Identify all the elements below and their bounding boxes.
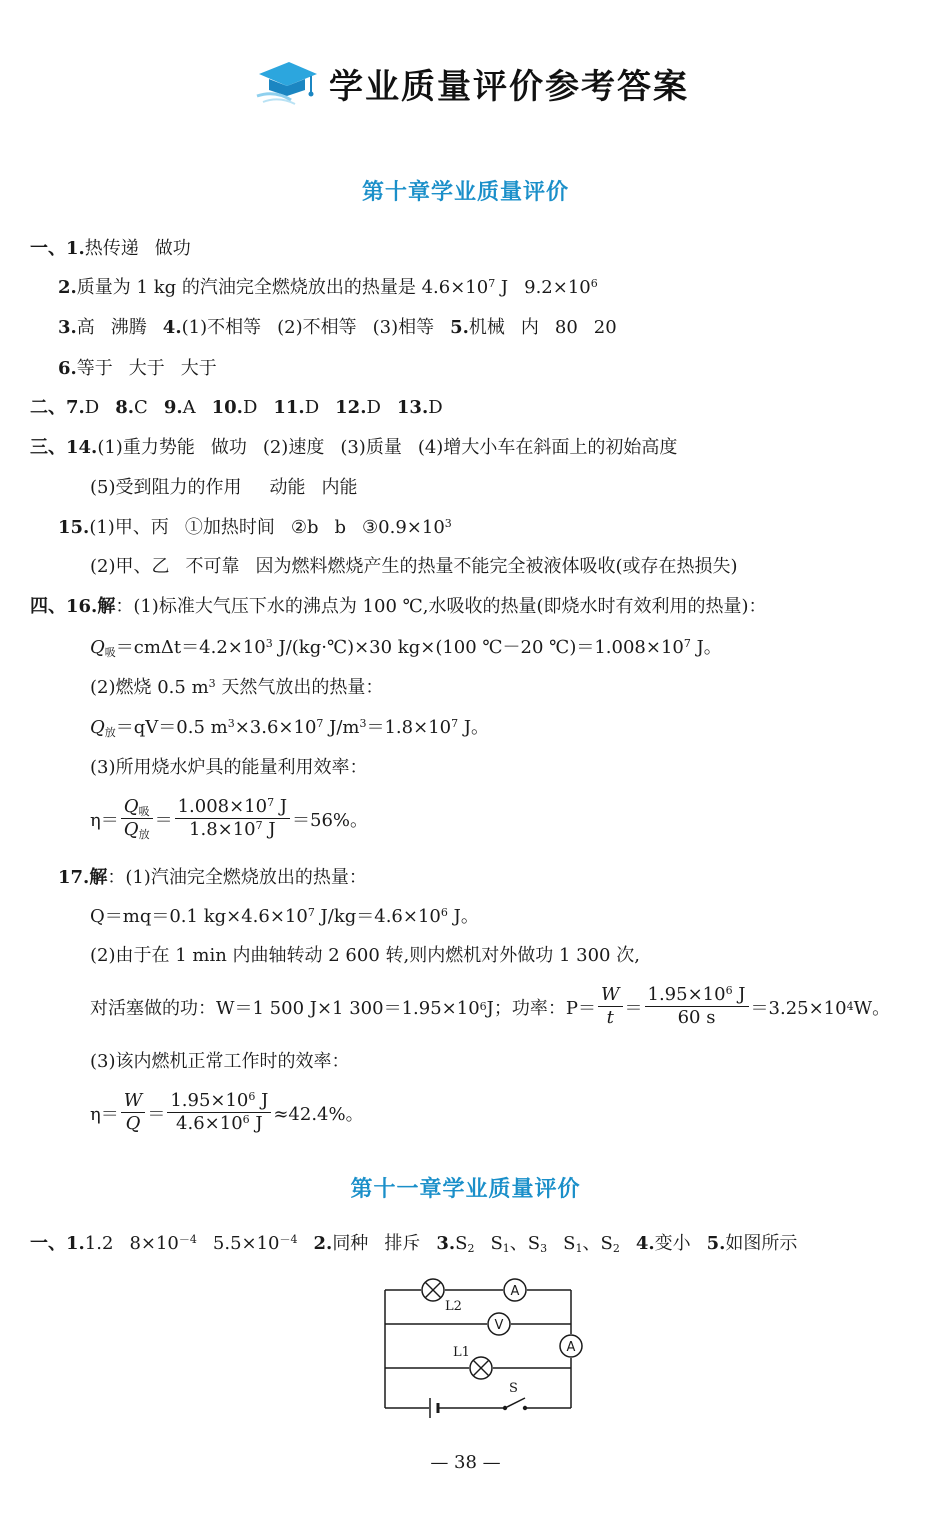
page-number: — 38 — bbox=[430, 1452, 501, 1473]
battery bbox=[430, 1398, 438, 1418]
answer-line: (3)该内燃机正常工作时的效率： bbox=[90, 1051, 350, 1072]
formula-line: $Q_放=qV=0.5$ $m^3\times 3.6\times 10^7$ $J/m^3=1.8\times 10^7$ J。 bbox=[90, 717, 490, 739]
switch-s bbox=[503, 1381, 527, 1410]
answer-line: 三、14.(1)重力势能 做功 (2)速度 (3)质量 (4)增大小车在斜面上的初始高度 bbox=[30, 437, 678, 458]
formula-line: $Q_吸=cm\Delta t=4.2\times 10^3$ J/(kg·℃)×30 kg×(100 ℃－20 $℃)=1.008\times 10^7$ J。 bbox=[90, 637, 722, 659]
section-title-chapter-11: 第十一章学业质量评价 bbox=[350, 1177, 581, 1202]
answer-line: 2.质量为 1 kg 的汽油完全燃烧放出的热量是 $4.6\times 10^7$ J $9.2\times 10^6$ bbox=[58, 277, 598, 298]
ammeter-top bbox=[504, 1279, 526, 1301]
voltmeter-label: V bbox=[494, 1318, 504, 1333]
voltmeter bbox=[488, 1313, 510, 1335]
fraction: $\frac{1.008\times 10^7 J}{1.8\times 10^7 J}$ bbox=[175, 796, 290, 841]
ammeter-right bbox=[560, 1335, 582, 1357]
formula-line: η＝ $\frac{Q_吸}{Q_放}$ ＝ $\frac{1.008\times 10^7 J}{1.8\times 10^7 J}$ ＝56%。 bbox=[90, 796, 369, 841]
formula-line: η＝ $\frac{W}{Q}$ ＝ $\frac{1.95\times 10^6 J}{4.6\times 10^6 J}$ ≈42.4%。 bbox=[90, 1090, 364, 1134]
answer-line: 一、1.1.2 $8\times 10^{-4}$ $5.5\times 10^{-4}$ 2.同种 排斥 $3.S_2$ $S_1$、$S_3$ $S_1$、$S_2$ 4.变小 5.如图所示 bbox=[30, 1233, 798, 1255]
fraction: $\frac{1.95\times 10^6 J}{4.6\times 10^6 J}$ bbox=[167, 1090, 271, 1135]
lamp-l1-label: L1 bbox=[453, 1345, 470, 1360]
answer-line: 15.(1)甲、丙 ①加热时间 ②b b $③0.9\times 10^3$ bbox=[58, 517, 452, 538]
ammeter-right-label: A bbox=[566, 1340, 576, 1355]
banner-title: 学业质量评价参考答案 bbox=[329, 66, 689, 107]
fraction: $\frac{W}{t}$ bbox=[598, 984, 623, 1029]
answer-line: 二、7.D 8.C 9.A 10.D 11.D 12.D 13.D bbox=[30, 397, 443, 418]
answer-line: (3)所用烧水炉具的能量利用效率： bbox=[90, 757, 368, 778]
fraction: $\frac{W}{Q}$ bbox=[121, 1090, 146, 1135]
lamp-l1 bbox=[453, 1345, 492, 1379]
ammeter-top-label: A bbox=[510, 1284, 520, 1299]
answer-line: (2)甲、乙 不可靠 因为燃料燃烧产生的热量不能完全被液体吸收(或存在热损失) bbox=[90, 556, 738, 577]
graduation-cap-icon bbox=[255, 56, 319, 110]
formula-line: Q＝mq＝0.1 $kg\times 4.6\times 10^7$ $J/kg=4.6\times 10^6$ J。 bbox=[90, 906, 479, 927]
banner bbox=[255, 58, 689, 108]
formula-line: 对活塞做的功：W＝1 500 J×1 300＝1.95×10 6 J；功率：P＝ $\frac{W}{t}$ ＝ $\frac{1.95\times 10^6 J}{60 s}$ ＝3.25×10 4 W。 bbox=[90, 984, 891, 1028]
lamp-l2-label: L2 bbox=[445, 1299, 462, 1314]
circuit-diagram bbox=[375, 1264, 585, 1424]
answer-line: 一、1.热传递 做功 bbox=[30, 238, 191, 259]
answer-line: (5)受到阻力的作用 动能 内能 bbox=[90, 477, 358, 498]
answer-line: 6.等于 大于 大于 bbox=[58, 358, 217, 379]
answer-line: 17.解：(1)汽油完全燃烧放出的热量： bbox=[58, 867, 367, 888]
fraction: $\frac{1.95\times 10^6 J}{60 s}$ bbox=[645, 984, 749, 1029]
answer-line: (2)燃烧 0.5 $m^3$ 天然气放出的热量： bbox=[90, 677, 384, 698]
answer-line: 四、16.解：(1)标准大气压下水的沸点为 100 ℃,水吸收的热量(即烧水时有效利用的热量)： bbox=[30, 596, 767, 617]
fraction: $\frac{Q_吸}{Q_放}$ bbox=[121, 796, 153, 841]
answer-line: 3.高 沸腾 4.(1)不相等 (2)不相等 (3)相等 5.机械 内 80 20 bbox=[58, 317, 617, 338]
section-title-chapter-10: 第十章学业质量评价 bbox=[361, 180, 569, 205]
answer-line: (2)由于在 1 min 内曲轴转动 2 600 转,则内燃机对外做功 1 300 次, bbox=[90, 945, 640, 966]
lamp-l2 bbox=[422, 1279, 462, 1314]
switch-label: S bbox=[509, 1381, 518, 1396]
